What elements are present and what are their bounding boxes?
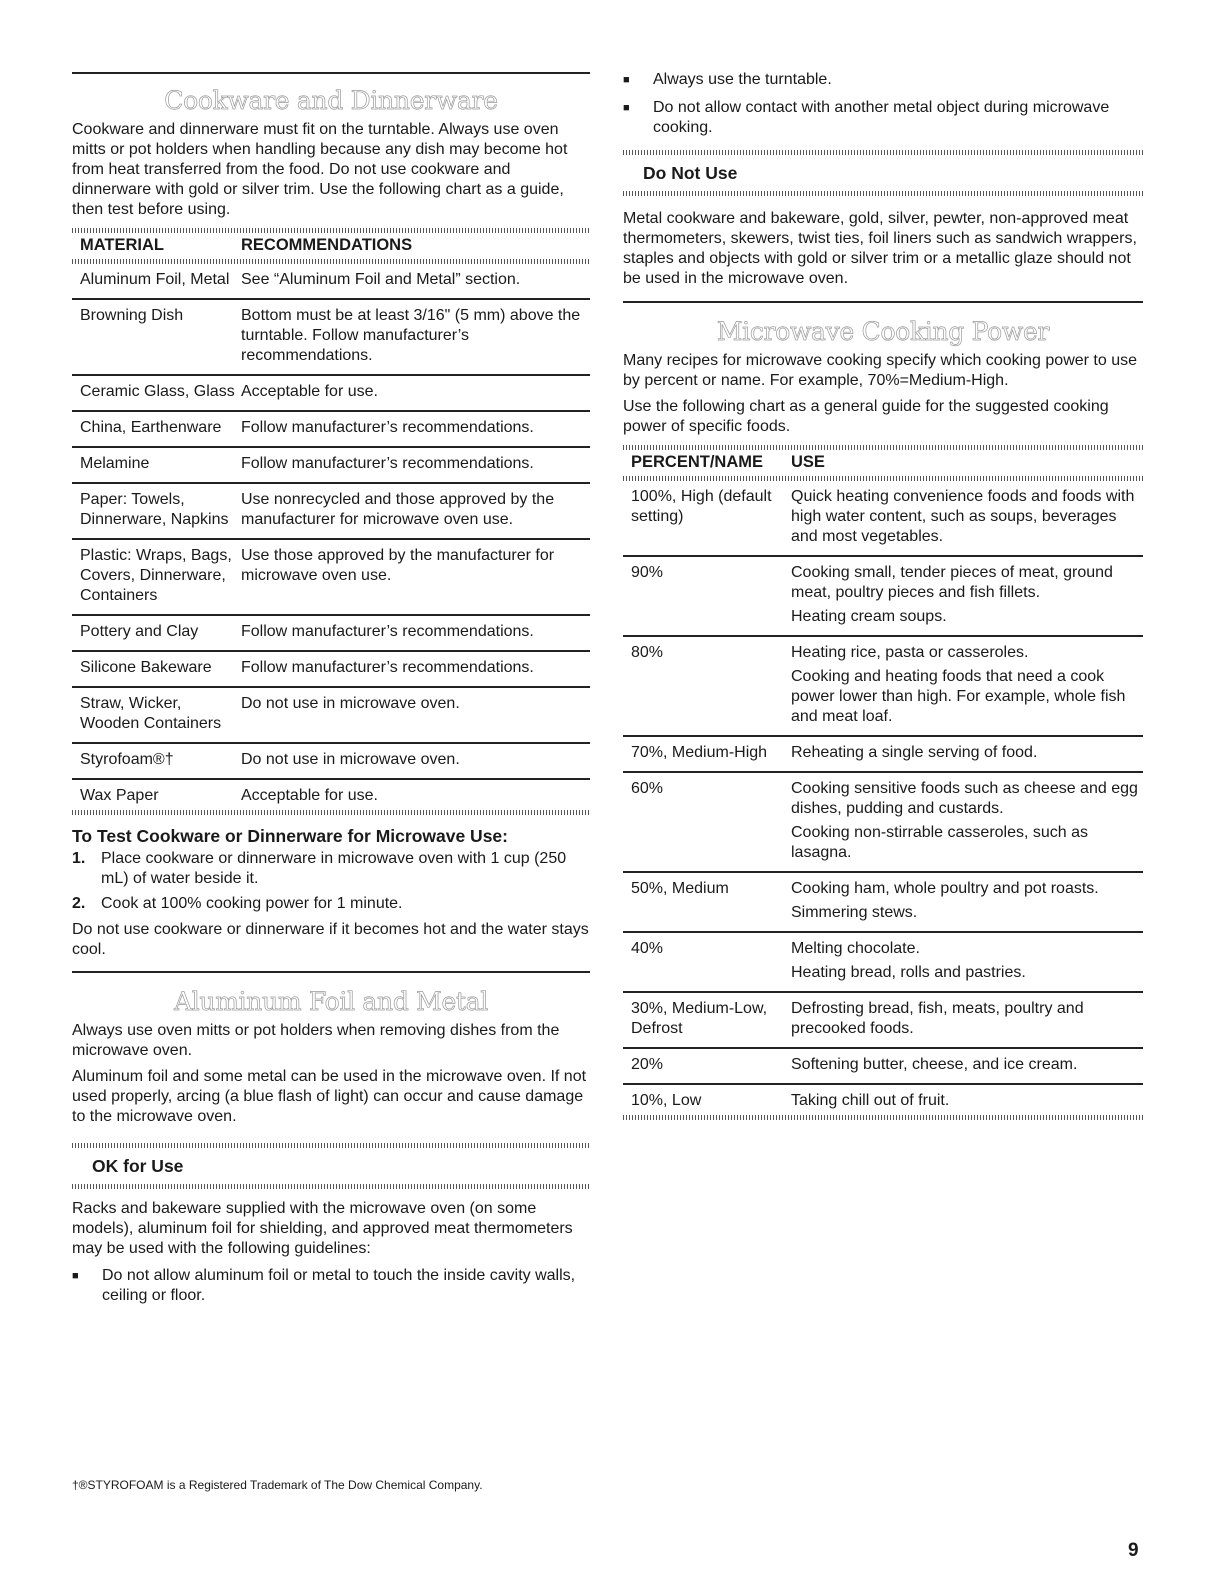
- material-table: [72, 264, 590, 810]
- use-text: Reheating a single serving of food.: [791, 744, 1038, 761]
- table-hatch: [623, 1115, 1143, 1120]
- recommendation-cell: See “Aluminum Foil and Metal” section.: [241, 271, 521, 288]
- use-cell: [791, 779, 1143, 863]
- use-text: Simmering stews.: [791, 904, 918, 921]
- box-hatch: [623, 191, 1143, 196]
- use-cell: [791, 1091, 1143, 1111]
- table-row: [72, 780, 590, 810]
- foil-paragraph-1: Always use oven mitts or pot holders when removing dishes from the microwave oven.: [72, 1022, 560, 1059]
- table-row: [623, 1049, 1143, 1085]
- table-row: [623, 993, 1143, 1049]
- table-row: [72, 264, 590, 300]
- material-cell: Wax Paper: [80, 787, 159, 804]
- table-row: [623, 1085, 1143, 1115]
- table-row: [623, 557, 1143, 637]
- ok-for-use-text: Racks and bakeware supplied with the microwave oven (on some models), aluminum foil for shielding, and approved meat thermometers may be used with the following guidelines:: [72, 1200, 573, 1257]
- table-row: [72, 484, 590, 540]
- use-text: Defrosting bread, fish, meats, poultry and precooked foods.: [791, 1000, 1084, 1037]
- table-row: [72, 412, 590, 448]
- power-table-header: [623, 450, 1143, 476]
- use-cell: [791, 563, 1143, 627]
- do-not-use-heading: Do Not Use: [643, 163, 738, 183]
- foil-title: Aluminum Foil and Metal: [173, 987, 489, 1016]
- power-name-cell: 10%, Low: [631, 1092, 702, 1109]
- power-name-cell: 20%: [631, 1056, 664, 1073]
- table-row: [623, 637, 1143, 737]
- power-name-cell: 40%: [631, 940, 664, 957]
- use-cell: [791, 879, 1143, 923]
- table-row: [623, 737, 1143, 773]
- recommendation-cell: Use nonrecycled and those approved by the manufacturer for microwave oven use.: [241, 491, 555, 528]
- material-cell: China, Earthenware: [80, 419, 222, 436]
- table-row: [623, 873, 1143, 933]
- right-column: [623, 0, 1143, 1120]
- test-step: 1. Place cookware or dinnerware in microwave oven with 1 cup (250 mL) of water beside it.: [72, 850, 567, 887]
- power-paragraph-1: Many recipes for microwave cooking specify which cooking power to use by percent or name. For example, 70%=Medium-High.: [623, 352, 1138, 389]
- material-table-header: [72, 233, 590, 259]
- table-hatch: [72, 810, 590, 815]
- use-cell: [791, 743, 1143, 763]
- use-cell: [791, 643, 1143, 727]
- use-cell: [791, 939, 1143, 983]
- bullet-icon: ■: [623, 102, 630, 114]
- recommendation-cell: Acceptable for use.: [241, 383, 378, 400]
- table-row: [623, 773, 1143, 873]
- recommendation-cell: Do not use in microwave oven.: [241, 751, 460, 768]
- material-cell: Ceramic Glass, Glass: [80, 383, 235, 400]
- material-header: MATERIAL: [80, 236, 165, 254]
- power-name-cell: 100%, High (default setting): [631, 488, 772, 525]
- power-paragraph-2: Use the following chart as a general guide for the suggested cooking power of specific foods.: [623, 398, 1109, 435]
- percent-name-header: PERCENT/NAME: [631, 453, 764, 471]
- power-name-cell: 30%, Medium-Low, Defrost: [631, 1000, 768, 1037]
- ok-for-use-heading: OK for Use: [92, 1156, 184, 1176]
- use-text: Cooking ham, whole poultry and pot roasts.: [791, 880, 1099, 897]
- use-cell: [791, 487, 1143, 547]
- use-text: Softening butter, cheese, and ice cream.: [791, 1056, 1078, 1073]
- material-cell: Silicone Bakeware: [80, 659, 212, 676]
- recommendations-header: RECOMMENDATIONS: [241, 236, 413, 254]
- box-hatch: [72, 1184, 590, 1189]
- use-text: Cooking small, tender pieces of meat, ground meat, poultry pieces and fish fillets.: [791, 564, 1113, 601]
- table-row: [72, 688, 590, 744]
- table-row: [72, 744, 590, 780]
- material-cell: Paper: Towels, Dinnerware, Napkins: [80, 491, 229, 528]
- cookware-intro: Cookware and dinnerware must fit on the turntable. Always use oven mitts or pot holders when handling because any dish may become hot from heat transferred from the food. Do not use cookware and dinnerware with gold or silver trim. Use the following chart as a guide, then test before using.: [72, 121, 568, 218]
- use-text: Heating cream soups.: [791, 608, 947, 625]
- recommendation-cell: Use those approved by the manufacturer for microwave oven use.: [241, 547, 555, 584]
- bullet-item: ■ Do not allow aluminum foil or metal to touch the inside cavity walls, ceiling or floor.: [72, 1267, 576, 1304]
- recommendation-cell: Bottom must be at least 3/16" (5 mm) above the turntable. Follow manufacturer’s recommendations.: [241, 307, 581, 364]
- recommendation-cell: Follow manufacturer’s recommendations.: [241, 659, 534, 676]
- use-text: Cooking sensitive foods such as cheese and egg dishes, pudding and custards.: [791, 780, 1138, 817]
- use-cell: [791, 999, 1143, 1039]
- power-title: Microwave Cooking Power: [716, 317, 1050, 346]
- material-cell: Plastic: Wraps, Bags, Covers, Dinnerware, Containers: [80, 547, 232, 604]
- cookware-title: Cookware and Dinnerware: [164, 86, 498, 115]
- material-cell: Pottery and Clay: [80, 623, 199, 640]
- power-table: [623, 481, 1143, 1115]
- left-column: [72, 0, 590, 1314]
- bullet-icon: ■: [623, 74, 630, 86]
- power-name-cell: 90%: [631, 564, 664, 581]
- do-not-use-text: Metal cookware and bakeware, gold, silver, pewter, non-approved meat thermometers, skewers, twist ties, foil liners such as sandwich wrappers, staples and objects with gold or silver trim or a metallic glaze should not be used in the microwave oven.: [623, 210, 1137, 287]
- power-name-cell: 80%: [631, 644, 664, 661]
- footnote: †®STYROFOAM is a Registered Trademark of The Dow Chemical Company.: [72, 1478, 483, 1492]
- test-note: Do not use cookware or dinnerware if it becomes hot and the water stays cool.: [72, 921, 589, 958]
- section-rule: [72, 72, 590, 74]
- section-rule: [72, 971, 590, 973]
- table-row: [72, 652, 590, 688]
- power-name-cell: 60%: [631, 780, 664, 797]
- table-row: [72, 616, 590, 652]
- table-row: [623, 933, 1143, 993]
- use-text: Heating rice, pasta or casseroles.: [791, 644, 1029, 661]
- material-cell: Straw, Wicker, Wooden Containers: [80, 695, 222, 732]
- table-row: [72, 376, 590, 412]
- power-name-cell: 50%, Medium: [631, 880, 729, 897]
- page-number: 9: [1128, 1540, 1139, 1561]
- use-text: Taking chill out of fruit.: [791, 1092, 950, 1109]
- foil-paragraph-2: Aluminum foil and some metal can be used in the microwave oven. If not used properly, arcing (a blue flash of light) can occur and cause damage to the microwave oven.: [72, 1068, 587, 1125]
- use-header: USE: [791, 453, 825, 471]
- use-cell: [791, 1055, 1143, 1075]
- use-text: Melting chocolate.: [791, 940, 920, 957]
- recommendation-cell: Do not use in microwave oven.: [241, 695, 460, 712]
- power-name-cell: 70%, Medium-High: [631, 744, 768, 761]
- recommendation-cell: Follow manufacturer’s recommendations.: [241, 455, 534, 472]
- recommendation-cell: Follow manufacturer’s recommendations.: [241, 623, 534, 640]
- bullet-item: ■ Always use the turntable.: [623, 71, 832, 88]
- section-rule: [623, 301, 1143, 303]
- table-row: [623, 481, 1143, 557]
- recommendation-cell: Acceptable for use.: [241, 787, 378, 804]
- material-cell: Browning Dish: [80, 307, 184, 324]
- recommendation-cell: Follow manufacturer’s recommendations.: [241, 419, 534, 436]
- ok-bullets: [72, 1266, 590, 1306]
- table-row: [72, 448, 590, 484]
- use-text: Cooking and heating foods that need a cook power lower than high. For example, whole fish and meat loaf.: [791, 668, 1126, 725]
- table-row: [72, 300, 590, 376]
- test-steps: [72, 849, 590, 914]
- material-cell: Melamine: [80, 455, 150, 472]
- bullet-icon: ■: [72, 1270, 79, 1282]
- use-text: Cooking non-stirrable casseroles, such as lasagna.: [791, 824, 1089, 861]
- use-text: Quick heating convenience foods and foods with high water content, such as soups, beverages and most vegetables.: [791, 488, 1135, 545]
- test-step: 2. Cook at 100% cooking power for 1 minute.: [72, 895, 403, 912]
- test-heading: To Test Cookware or Dinnerware for Microwave Use:: [72, 826, 508, 846]
- table-row: [72, 540, 590, 616]
- use-text: Heating bread, rolls and pastries.: [791, 964, 1026, 981]
- material-cell: Styrofoam®†: [80, 751, 174, 768]
- bullet-item: ■ Do not allow contact with another metal object during microwave cooking.: [623, 99, 1110, 136]
- material-cell: Aluminum Foil, Metal: [80, 271, 230, 288]
- ok-bullets-continued: [623, 70, 1143, 138]
